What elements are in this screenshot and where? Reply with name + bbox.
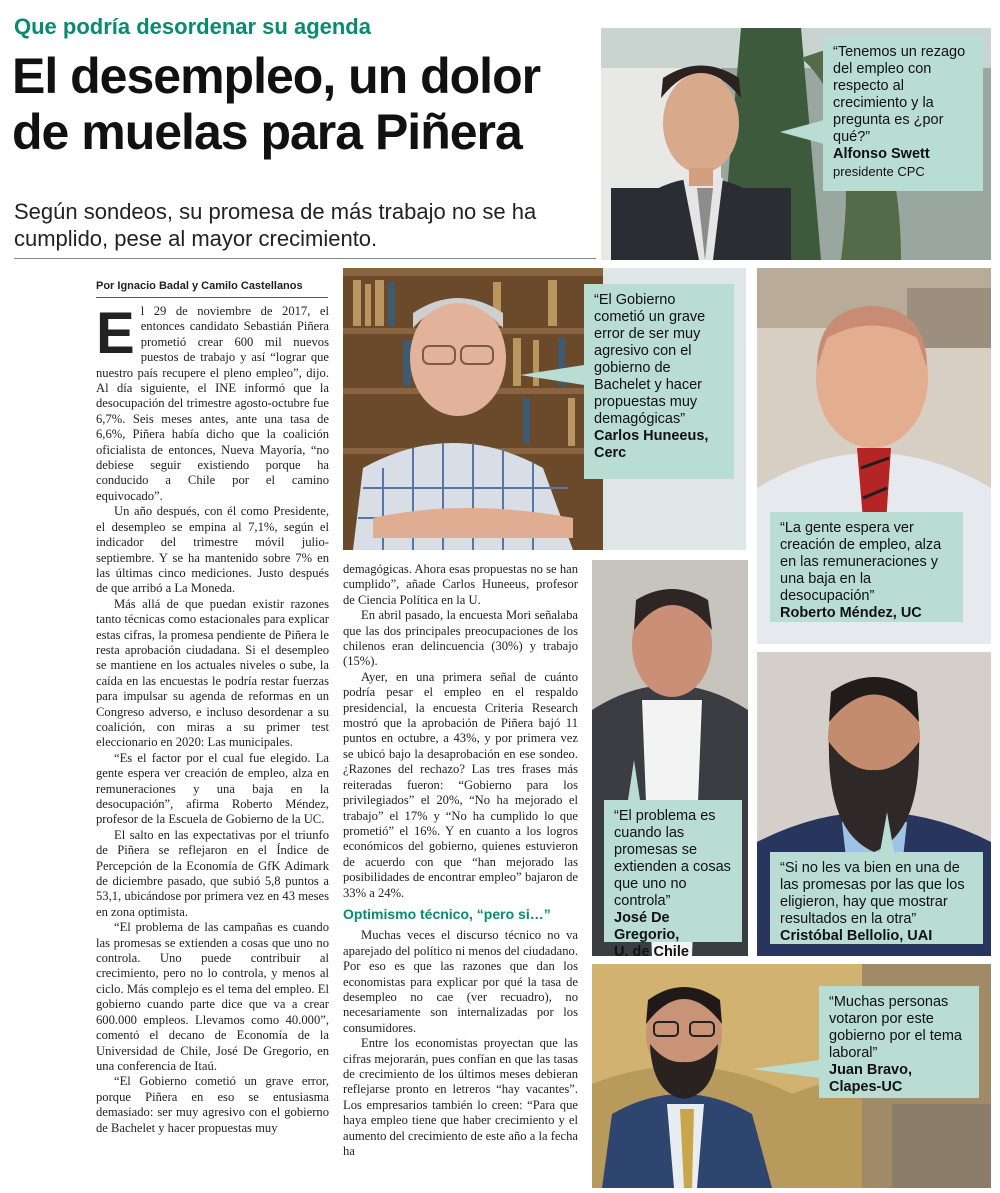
quote-author-role: Cerc	[594, 445, 627, 461]
quote-text: “Tenemos un rezago del empleo con respecto al crecimiento y la pregunta es ¿por qué?”	[833, 44, 966, 145]
byline: Por Ignacio Badal y Camilo Castellanos	[96, 280, 328, 298]
paragraph: En abril pasado, la encuesta Mori señalaba que las dos principales preocupaciones de los chilenos eran delincuencia (30%) y trabajo (15%).	[343, 608, 578, 669]
headline-rest: un dolor de muelas para Piñera	[12, 48, 541, 160]
paragraph: Muchas veces el discurso técnico no va aparejado del político ni menos del ciudadano. Por eso es que las razones que dan los economistas para explicar por qué la tasa de desempleo no cae (ver recuadro), no necesariamente son internalizadas por los consumidores.	[343, 928, 578, 1035]
paragraph: demagógicas. Ahora esas propuestas no se han cumplido”, añade Carlos Huneeus, profesor de Ciencia Política en la U.	[343, 562, 578, 607]
quote-author: Cristóbal Bellolio, UAI	[780, 928, 933, 944]
paragraph: Un año después, con él como Presidente, el desempleo se empina al 7,1%, según el indicador del trimestre móvil julio-septiembre. Y se ha mantenido sobre 7% en las últimas cinco mediciones. Justo después de que arribó a La Moneda.	[96, 504, 329, 596]
quote-author: Carlos Huneeus,	[594, 428, 709, 444]
quote-box-bravo	[819, 986, 979, 1098]
quote-tail	[752, 1060, 820, 1078]
quote-author-role: U. de Chile	[614, 944, 689, 960]
quote-author-role: Clapes-UC	[829, 1079, 903, 1095]
quote-author: Roberto Méndez, UC	[780, 605, 922, 621]
article-column-1	[96, 304, 329, 1188]
quote-tail	[880, 812, 894, 852]
headline-bold: El desempleo,	[12, 48, 336, 104]
quote-tail	[780, 120, 824, 144]
paragraph: “El Gobierno cometió un grave error, porque Piñera en eso se entusiasma demasiado: ser muy agresivo con el gobierno de Bachelet y hacer propuestas muy	[96, 1074, 329, 1135]
article-column-2	[343, 562, 578, 1186]
quote-box-mendez	[770, 512, 963, 622]
quote-box-bellolio	[770, 852, 983, 944]
paragraph: Ayer, en una primera señal de cuánto podría pesar el empleo en el respaldo presidencial, la encuesta Criteria Research mostró que la aprobación de Piñera bajó 11 puntos en octubre, a 43%, y por primera vez se ubicó bajo la desaprobación en ese sondeo. ¿Razones del rechazo? Las tres frases más reiteradas fueron: “Gobierno para los privilegiados” el 20%, “No ha mejorado el trabajo” el 17% y “No ha cumplido lo que prometió” el 16%. Y en cuanto a los logros económicos del gobierno, quienes estuvieron de acuerdo con que “han mejorado las posibilidades de encontrar empleo” bajaron de 33% a 24%.	[343, 669, 578, 900]
quote-author: Juan Bravo,	[829, 1062, 912, 1078]
paragraph: Más allá de que puedan existir razones tanto técnicas como estacionales para explicar estas cifras, la promesa pendiente de Piñera le resta aprobación ciudadana. Si el desempleo se mantiene en los actuales niveles o sube, la caída en las encuestas le podría restar fuerzas para impulsar su agenda de reformas en un Congreso adverso, e incluso desordenar a su coalición, con miras a su primer test eleccionario en 2020: Las municipales.	[96, 596, 329, 750]
quote-text: “Muchas personas votaron por este gobierno por el tema laboral”	[829, 994, 962, 1061]
divider	[14, 258, 596, 259]
quote-box-huneeus	[584, 284, 734, 479]
quote-author-role: presidente CPC	[833, 164, 925, 179]
paragraph: El salto en las expectativas por el triunfo de Piñera se reflejaron en el Índice de Percepción de la Economía de GfK Adimark de diciembre pasado, que subió 5,8 puntos a 53,1, ubicándose por primera vez en 43 meses en zona optimista.	[96, 827, 329, 919]
quote-box-degregorio	[604, 800, 742, 960]
quote-text: “La gente espera ver creación de empleo, alza en las remuneraciones y una baja en la desocupación”	[780, 520, 942, 604]
quote-author: José De Gregorio,	[614, 910, 680, 943]
subheading: Optimismo técnico, “pero si…”	[343, 905, 551, 922]
quote-tail	[520, 365, 584, 385]
quote-box-swett	[823, 36, 983, 191]
quote-text: “Si no les va bien en una de las promesas por las que los eligieron, hay que mostrar resultados en la otra”	[780, 860, 965, 927]
quote-tail	[628, 760, 640, 800]
drop-cap: E	[96, 304, 135, 366]
section-kicker: Que podría desordenar su agenda	[14, 14, 371, 39]
paragraph: “El problema de las campañas es cuando las promesas se extienden a cosas que uno no controla. Uno puede contribuir al crecimiento, pero no lo controla, y menos al ciclo. Más complejo es el tema del empleo. El gobierno cuando parte dice que va a crear 600.000 empleos. Llevamos como 40.000”, comentó el decano de Economía de la Universidad de Chile, José De Gregorio, en una conferencia de Itaú.	[96, 920, 329, 1073]
deck: Según sondeos, su promesa de más trabajo no se ha cumplido, pese al mayor crecimiento.	[14, 199, 537, 251]
quote-author: Alfonso Swett	[833, 146, 930, 162]
paragraph: Entre los economistas proyectan que las cifras mejorarán, pues confían en que las tasas de crecimiento de los últimos meses debieran reflejarse pronto en letreros “hay vacantes”. Los empresarios también lo creen: “Para que haya empleo tiene que haber crecimiento y el aumento del crecimiento de este año a la fecha ha	[343, 1036, 578, 1159]
quote-text: “El Gobierno cometió un grave error de ser muy agresivo con el gobierno de Bachelet y hacer propuestas muy demagógicas”	[594, 292, 706, 427]
paragraph	[96, 304, 329, 504]
paragraph: “Es el factor por el cual fue elegido. La gente espera ver creación de empleo, alza en remuneraciones y una baja en la desocupación”, afirma Roberto Méndez, profesor de la Escuela de Gobierno de la UC.	[96, 750, 329, 827]
paragraph-text: l 29 de noviembre de 2017, el entonces candidato Sebastián Piñera prometió crear 600 mil nuevos puestos de trabajo y así “lograr que nuestro país recupere el pleno empleo”, dijo. Al día siguiente, el INE informó que la desocupación del trimestre agosto-octubre fue 6,7%. Seis meses antes, ante una tasa de 6,6%, Piñera había dicho que la coalición oficialista de entonces, Nueva Mayoría, “no debiese seguir existiendo porque ha conducido a Chile por el camino equivocado”.	[96, 304, 329, 503]
headline	[12, 48, 597, 160]
quote-text: “El problema es cuando las promesas se extienden a cosas que uno no controla”	[614, 808, 731, 909]
